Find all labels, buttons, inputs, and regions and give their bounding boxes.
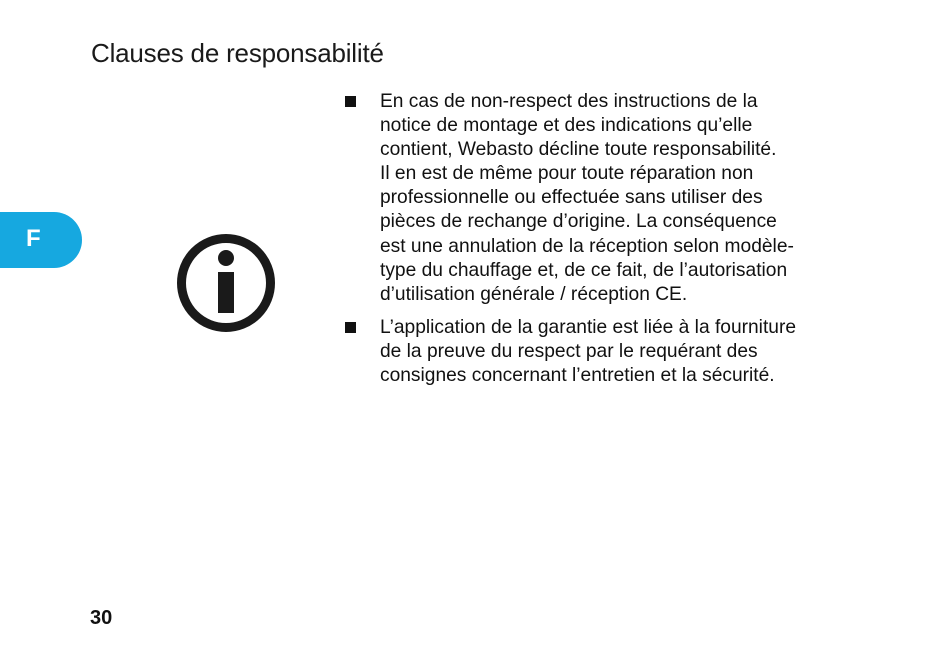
text-line: pièces de rechange d’origine. La conséquence xyxy=(380,211,777,233)
page-title: Clauses de responsabilité xyxy=(91,38,384,68)
text-line: En cas de non-respect des instructions de la xyxy=(380,91,758,112)
list-item xyxy=(345,90,875,307)
text-line: Il en est de même pour toute réparation non xyxy=(380,163,754,185)
language-tab-label: F xyxy=(26,225,41,252)
list-item xyxy=(345,316,875,388)
text-line: est une annulation de la réception selon modèle- xyxy=(380,235,794,257)
bullet-list xyxy=(345,90,875,397)
text-line: notice de montage et des indications qu’elle xyxy=(380,115,753,137)
language-tab xyxy=(0,212,82,268)
text-line: type du chauffage et, de ce fait, de l’autorisation xyxy=(380,259,788,281)
text-line: contient, Webasto décline toute responsabilité. xyxy=(380,139,777,161)
text-line: d’utilisation générale / réception CE. xyxy=(380,283,688,305)
text-line: L’application de la garantie est liée à la fourniture xyxy=(380,316,797,338)
text-line: professionnelle ou effectuée sans utiliser des xyxy=(380,187,763,209)
bullet-square-icon xyxy=(345,322,356,333)
page-number: 30 xyxy=(90,607,113,629)
text-line: consignes concernant l’entretien et la sécurité. xyxy=(380,365,775,387)
text-line: de la preuve du respect par le requérant des xyxy=(380,340,758,362)
info-icon xyxy=(176,233,276,333)
bullet-square-icon xyxy=(345,96,356,107)
